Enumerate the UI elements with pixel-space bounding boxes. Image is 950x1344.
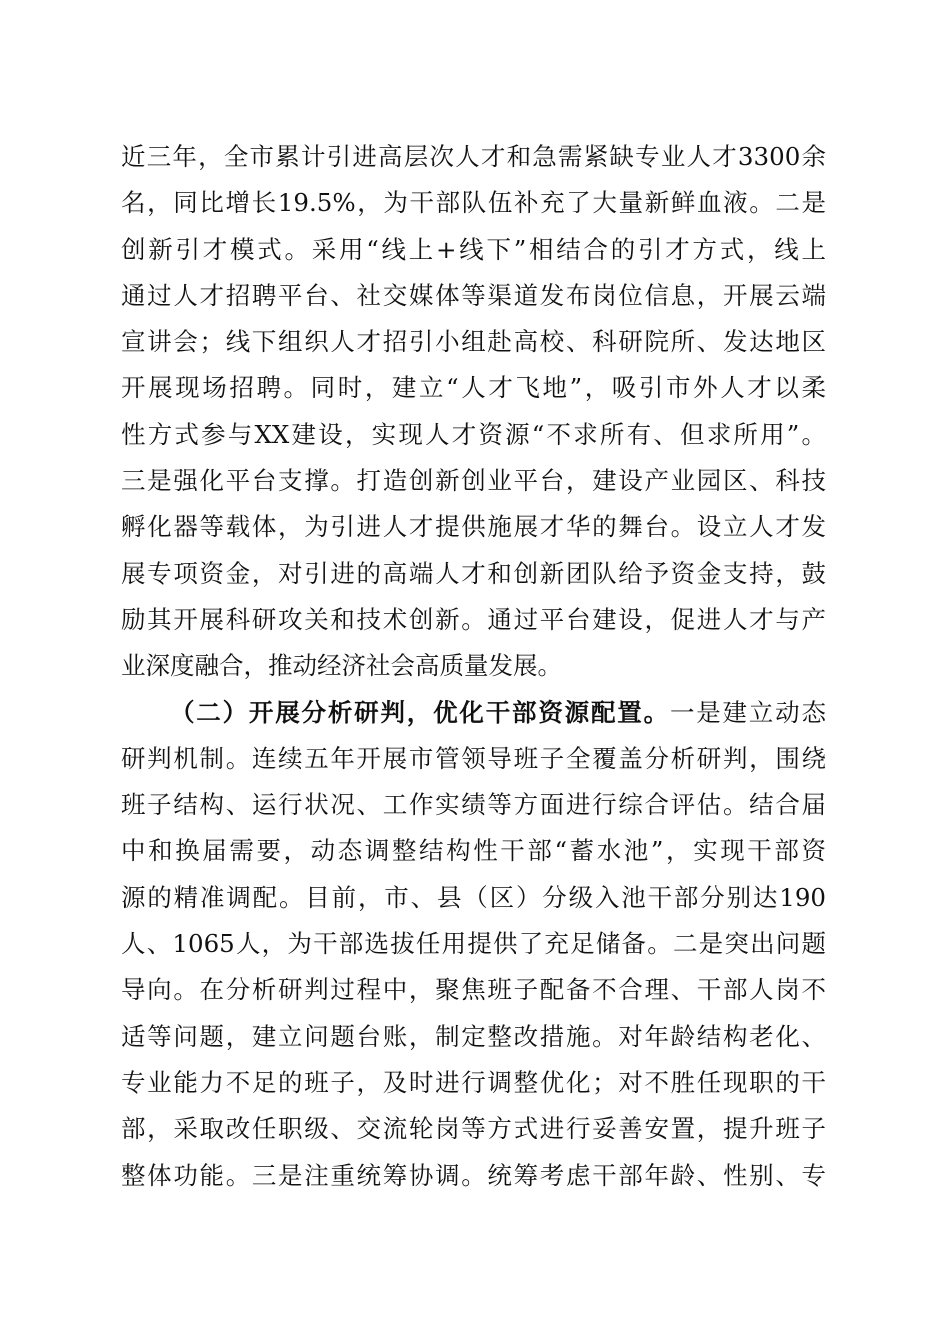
text-line: 三是强化平台支撑。打造创新创业平台，建设产业园区、科技	[121, 466, 826, 496]
text-line: 通过人才招聘平台、社交媒体等渠道发布岗位信息，开展云端	[121, 280, 826, 310]
text-line: 班子结构、运行状况、工作实绩等方面进行综合评估。结合届	[121, 790, 826, 820]
text-line: 专业能力不足的班子，及时进行调整优化；对不胜任现职的干	[121, 1067, 826, 1097]
text-line: 近三年，全市累计引进高层次人才和急需紧缺专业人才3300余	[121, 142, 826, 171]
document-body	[121, 134, 826, 1199]
text-line: 整体功能。三是注重统筹协调。统筹考虑干部年龄、性别、专	[121, 1160, 826, 1190]
section-heading: （二）开展分析研判，优化干部资源配置。	[170, 697, 670, 727]
text-line: 业深度融合，推动经济社会高质量发展。	[121, 651, 562, 681]
paragraph-cadre-analysis	[121, 690, 826, 1199]
text-line: 开展现场招聘。同时，建立“人才飞地”，吸引市外人才以柔	[121, 373, 826, 403]
text-line: 展专项资金，对引进的高端人才和创新团队给予资金支持，鼓	[121, 558, 826, 588]
text-line: 中和换届需要，动态调整结构性干部“蓄水池”，实现干部资	[121, 836, 826, 866]
text-line: 人、1065人，为干部选拔任用提供了充足储备。二是突出问题	[121, 929, 826, 959]
text-line: 名，同比增长19.5%，为干部队伍补充了大量新鲜血液。二是	[121, 188, 826, 218]
text-line: 研判机制。连续五年开展市管领导班子全覆盖分析研判，围绕	[121, 743, 826, 773]
text-run: 一是建立动态	[669, 697, 826, 727]
text-line: 源的精准调配。目前，市、县（区）分级入池干部分别达190	[121, 882, 826, 912]
paragraph-talent-introduction	[121, 134, 826, 690]
text-line: 部，采取改任职级、交流轮岗等方式进行妥善安置，提升班子	[121, 1114, 826, 1144]
text-line: 性方式参与XX建设，实现人才资源“不求所有、但求所用”。	[121, 419, 826, 449]
text-line: 孵化器等载体，为引进人才提供施展才华的舞台。设立人才发	[121, 512, 826, 542]
text-line: 导向。在分析研判过程中，聚焦班子配备不合理、干部人岗不	[121, 975, 826, 1005]
paragraph-first-line	[121, 690, 826, 736]
text-line: 创新引才模式。采用“线上+线下”相结合的引才方式，线上	[121, 234, 826, 264]
text-line: 宣讲会；线下组织人才招引小组赴高校、科研院所、发达地区	[121, 327, 826, 357]
text-line: 适等问题，建立问题台账，制定整改措施。对年龄结构老化、	[121, 1021, 826, 1051]
text-line: 励其开展科研攻关和技术创新。通过平台建设，促进人才与产	[121, 604, 826, 634]
